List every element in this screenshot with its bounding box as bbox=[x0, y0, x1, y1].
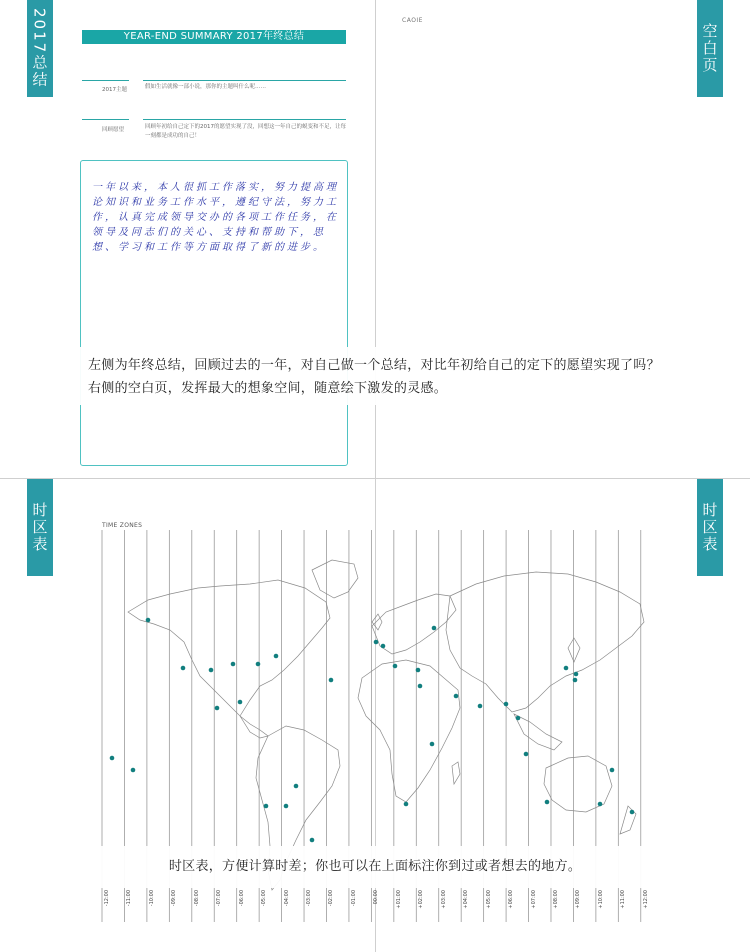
city-marker bbox=[215, 706, 220, 711]
city-marker bbox=[294, 784, 299, 789]
row-divider bbox=[143, 80, 346, 81]
city-marker bbox=[630, 810, 635, 815]
timezone-label: +05:00 bbox=[485, 890, 492, 909]
japan-outline bbox=[568, 638, 580, 662]
city-marker bbox=[432, 626, 437, 631]
city-marker bbox=[516, 716, 521, 721]
timezone-tab-left bbox=[27, 479, 53, 576]
city-marker bbox=[131, 768, 136, 773]
city-marker bbox=[110, 756, 115, 761]
row-divider bbox=[82, 80, 129, 81]
uk-outline bbox=[372, 614, 382, 630]
timezone-label: -04:00 bbox=[283, 890, 290, 907]
city-marker bbox=[416, 668, 421, 673]
city-marker bbox=[264, 804, 269, 809]
city-marker bbox=[564, 666, 569, 671]
theme-label: 2017主题 bbox=[102, 87, 127, 93]
city-marker bbox=[573, 678, 578, 683]
timezone-label: +01:00 bbox=[395, 890, 402, 909]
timezone-label: -11:00 bbox=[126, 890, 133, 907]
time-zones-title: TIME ZONES bbox=[102, 522, 143, 529]
timezone-label: -06:00 bbox=[238, 890, 245, 907]
greenland-outline bbox=[312, 560, 358, 598]
bottom-caption: 时区表，方便计算时差；你也可以在上面标注你到过或者想去的地方。 bbox=[168, 859, 582, 874]
city-marker bbox=[274, 654, 279, 659]
timezone-label: +07:00 bbox=[530, 890, 537, 909]
blank-page-tab-label: 空白页 bbox=[700, 23, 719, 74]
city-marker bbox=[598, 802, 603, 807]
top-caption-line-2: 右侧的空白页，发挥最大的想象空间，随意绘下激发的灵感。 bbox=[88, 381, 448, 396]
top-caption-band bbox=[52, 347, 698, 405]
top-caption-line-1: 左侧为年终总结，回顾过去的一年，对自己做一个总结，对比年初给自己的定下的愿望实现了吗？ bbox=[88, 358, 660, 373]
timezone-label: -02:00 bbox=[328, 890, 335, 907]
timezone-label: -08:00 bbox=[193, 890, 200, 907]
timezone-label: -05:00 bbox=[261, 890, 268, 907]
city-marker bbox=[574, 672, 579, 677]
timezone-label: -07:00 bbox=[216, 890, 223, 907]
new-zealand-outline bbox=[620, 806, 636, 834]
city-marker bbox=[393, 664, 398, 669]
city-marker bbox=[329, 678, 334, 683]
timezone-label: +03:00 bbox=[440, 890, 447, 909]
city-marker bbox=[404, 802, 409, 807]
city-marker bbox=[374, 640, 379, 645]
timezone-tab-left-label: 时区表 bbox=[30, 502, 49, 553]
year-end-banner: YEAR-END SUMMARY 2017年终总结 bbox=[82, 30, 346, 44]
city-marker bbox=[181, 666, 186, 671]
bottom-caption-band bbox=[52, 846, 698, 888]
timezone-label: +04:00 bbox=[463, 890, 470, 909]
city-marker bbox=[209, 668, 214, 673]
madagascar-outline bbox=[452, 762, 460, 784]
timezone-label: -09:00 bbox=[171, 890, 178, 907]
theme-text: 假如生活就像一部小说，那你的主题叫什么呢…… bbox=[145, 84, 267, 90]
row-divider bbox=[143, 119, 346, 120]
timezone-tab-right bbox=[697, 479, 723, 576]
brand-mark: CAOIE bbox=[402, 17, 423, 24]
city-marker bbox=[238, 700, 243, 705]
north-america-outline bbox=[128, 580, 330, 716]
timezone-label: -01:00 bbox=[350, 890, 357, 907]
timezone-tab-right-label: 时区表 bbox=[700, 502, 719, 553]
southeast-asia-outline bbox=[514, 714, 562, 750]
blank-page-tab bbox=[697, 0, 723, 97]
central-america-outline bbox=[240, 716, 268, 738]
timezone-label: -03:00 bbox=[306, 890, 313, 907]
zone-label-row bbox=[100, 890, 650, 920]
city-marker bbox=[430, 742, 435, 747]
timezone-label: -10:00 bbox=[148, 890, 155, 907]
wish-text: 回顾年初给自己定下的2017的愿望实现了没，回想这一年自己的蜕变和不足，让每一刻都是成功的自己！ bbox=[145, 124, 346, 139]
city-marker bbox=[381, 644, 386, 649]
city-marker bbox=[284, 804, 289, 809]
summary-tab-label: 2017总结 bbox=[30, 8, 49, 89]
top-right-page bbox=[376, 0, 750, 478]
handwritten-summary: 一年以来，本人很抓工作落实，努力提高理论知识和业务工作水平，遵纪守法，努力工作，认真完成领导交办的各项工作任务，在领导及同志们的关心、支持和帮助下，思想、学习和工作等方面取得了新的进步。 bbox=[92, 182, 339, 253]
city-marker bbox=[256, 662, 261, 667]
continent-outlines bbox=[128, 560, 644, 890]
city-marker bbox=[454, 694, 459, 699]
city-marker bbox=[310, 838, 315, 843]
city-marker bbox=[545, 800, 550, 805]
city-marker bbox=[504, 702, 509, 707]
asia-outline bbox=[446, 572, 644, 712]
city-marker bbox=[231, 662, 236, 667]
timezone-label: +11:00 bbox=[620, 890, 627, 909]
timezone-label: +08:00 bbox=[552, 890, 559, 909]
timezone-label: 00:00 bbox=[373, 890, 380, 905]
timezone-label: -12:00 bbox=[104, 890, 110, 907]
wish-label: 回顾愿望 bbox=[102, 127, 125, 133]
timezone-label: +02:00 bbox=[418, 890, 425, 909]
timezone-label: +06:00 bbox=[508, 890, 515, 909]
city-marker bbox=[418, 684, 423, 689]
city-marker bbox=[146, 618, 151, 623]
city-marker bbox=[478, 704, 483, 709]
africa-outline bbox=[358, 660, 460, 802]
timezone-label: +12:00 bbox=[642, 890, 649, 909]
summary-tab bbox=[27, 0, 53, 97]
city-marker bbox=[524, 752, 529, 757]
timezone-label: +09:00 bbox=[575, 890, 582, 909]
timezone-label: +10:00 bbox=[597, 890, 604, 909]
city-marker bbox=[610, 768, 615, 773]
row-divider bbox=[82, 119, 129, 120]
top-spine bbox=[375, 0, 376, 478]
